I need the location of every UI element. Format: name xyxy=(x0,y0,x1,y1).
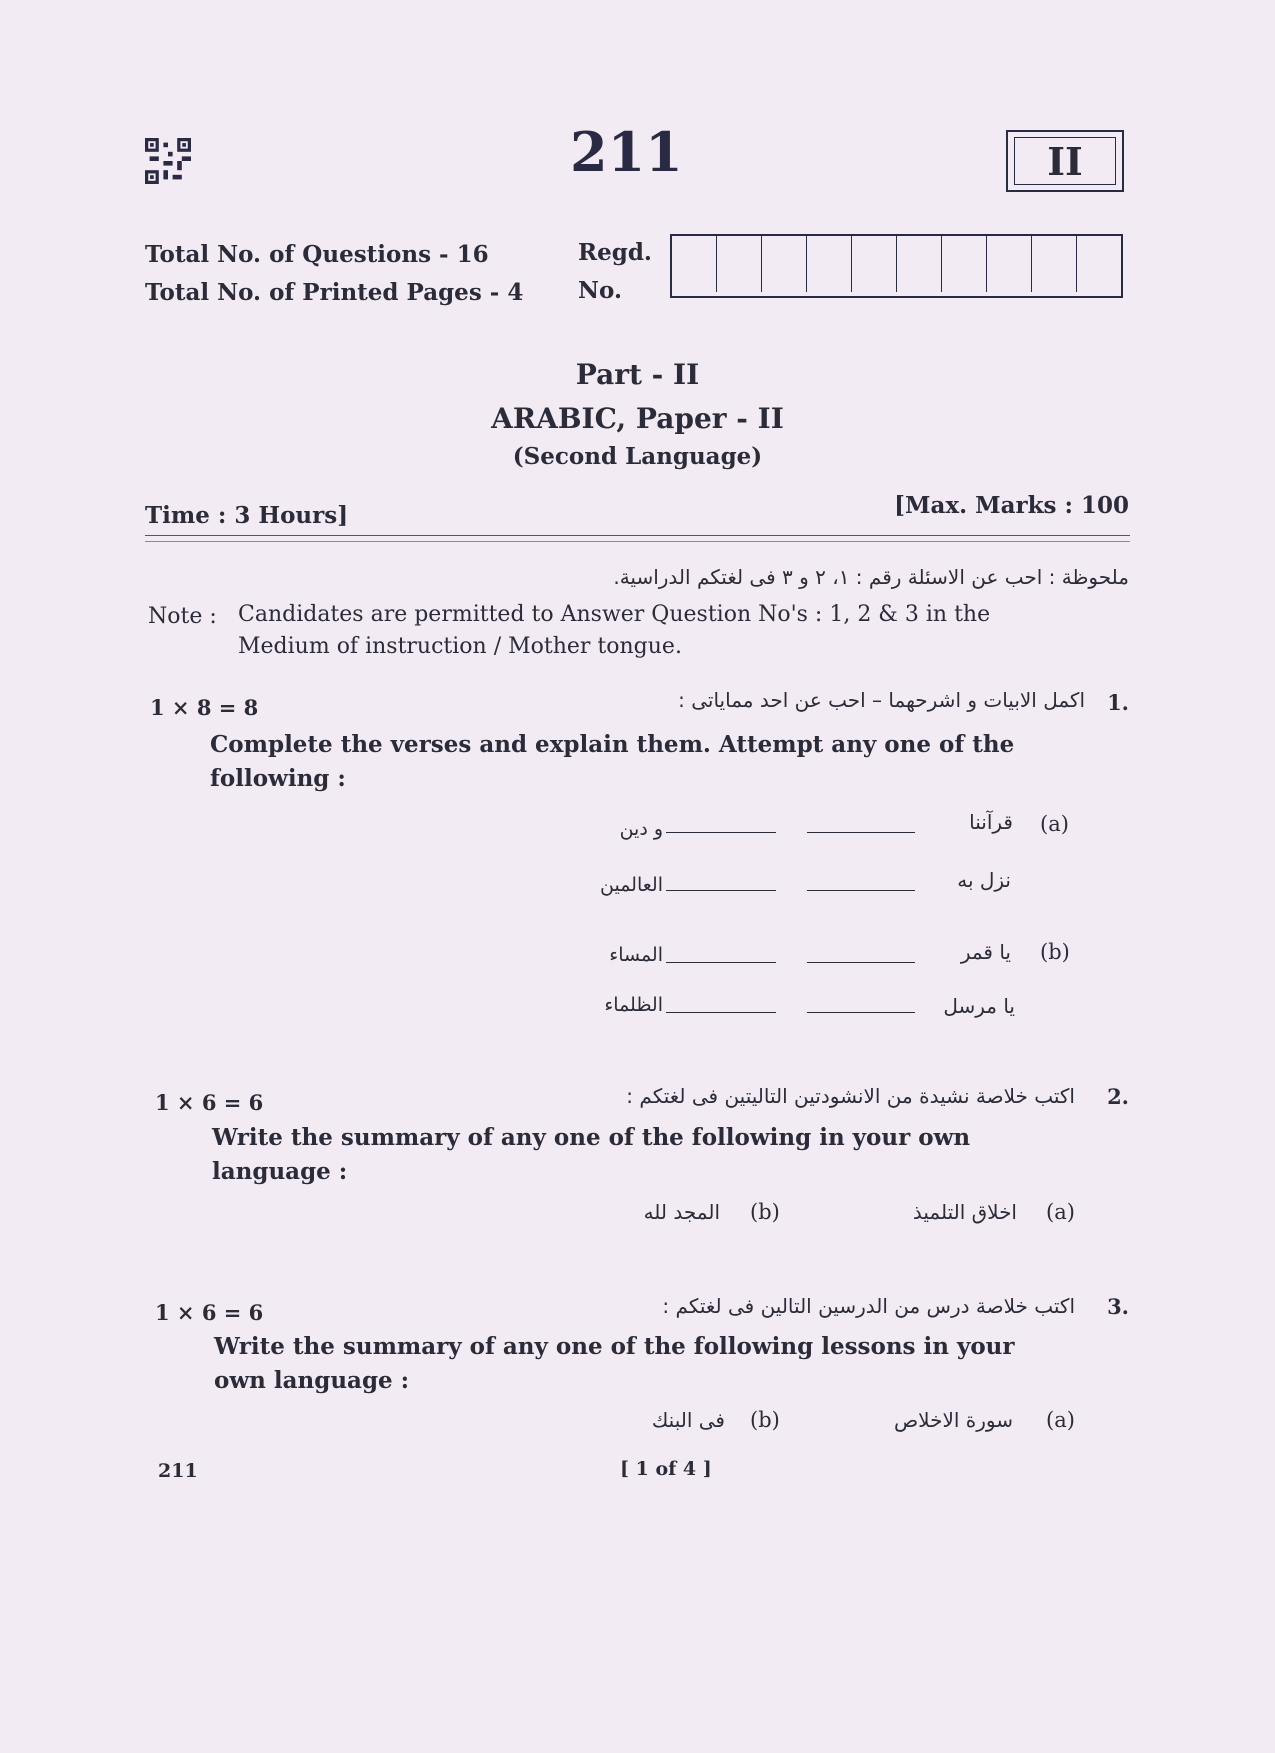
regd-digit-box[interactable] xyxy=(1077,236,1121,292)
regd-label: Regd. xyxy=(578,239,652,266)
regd-digit-box[interactable] xyxy=(897,236,942,292)
note-arabic: ملحوظة : احب عن الاسئلة رقم : ۱، ۲ و ۳ فی لغتكم الدراسية. xyxy=(613,565,1129,589)
q1-blank[interactable] xyxy=(666,818,776,833)
q1-verse-a1-start: قرآننا xyxy=(969,810,1013,834)
header-rule-2 xyxy=(145,541,1130,542)
q2-english-line1: Write the summary of any one of the following in your own xyxy=(212,1124,971,1151)
set-label: II xyxy=(1014,137,1116,185)
regd-digit-box[interactable] xyxy=(717,236,762,292)
footer-page-number: [ 1 of 4 ] xyxy=(620,1458,712,1480)
note-text-line2: Medium of instruction / Mother tongue. xyxy=(238,634,682,659)
q1-verse-b2-start: يا مرسل xyxy=(943,994,1015,1018)
subject-title: ARABIC, Paper - II xyxy=(491,402,784,435)
q1-verse-a1-end: و دين xyxy=(619,818,663,840)
q2-option-a-text: اخلاق التلميذ xyxy=(912,1200,1017,1224)
regd-digit-box[interactable] xyxy=(942,236,987,292)
q3-option-b-text: فى البنك xyxy=(651,1408,725,1432)
q1-verse-b1-start: يا قمر xyxy=(960,940,1011,964)
header-rule xyxy=(145,535,1130,536)
q3-marks: 1 × 6 = 6 xyxy=(155,1300,264,1325)
part-title: Part - II xyxy=(575,358,700,391)
q2-arabic: اكتب خلاصة نشيدة من الانشودتين التاليتين فى لغتكم : xyxy=(626,1084,1075,1108)
q3-english-line2: own language : xyxy=(214,1367,410,1394)
q3-option-a-label: (a) xyxy=(1046,1408,1075,1432)
q2-english-line2: language : xyxy=(212,1158,348,1185)
q1-blank[interactable] xyxy=(807,876,915,891)
q2-option-a-label: (a) xyxy=(1046,1200,1075,1224)
regd-digit-box[interactable] xyxy=(987,236,1032,292)
note-label: Note : xyxy=(148,604,217,629)
q1-option-b-label: (b) xyxy=(1040,940,1070,964)
q1-english-line1: Complete the verses and explain them. Attempt any one of the xyxy=(210,731,1015,758)
q1-blank[interactable] xyxy=(666,998,776,1013)
language-subtitle: (Second Language) xyxy=(512,443,763,470)
q1-verse-b2-end: الظلماء xyxy=(604,994,663,1016)
q1-english-line2: following : xyxy=(210,765,346,792)
max-marks: [Max. Marks : 100 xyxy=(894,492,1129,519)
time-allowed: Time : 3 Hours] xyxy=(145,502,349,529)
q1-number: 1. xyxy=(1107,690,1129,715)
q1-blank[interactable] xyxy=(666,948,776,963)
qr-code-icon xyxy=(145,138,191,184)
regd-digit-box[interactable] xyxy=(1032,236,1077,292)
regd-digit-box[interactable] xyxy=(672,236,717,292)
q3-option-b-label: (b) xyxy=(750,1408,780,1432)
q3-english-line1: Write the summary of any one of the following lessons in your xyxy=(214,1333,1015,1360)
q1-arabic: اكمل الابيات و اشرحهما – احب عن احد ممایاتی : xyxy=(678,688,1085,712)
q3-option-a-text: سورة الاخلاص xyxy=(893,1408,1013,1432)
total-pages: Total No. of Printed Pages - 4 xyxy=(145,279,524,306)
footer-code: 211 xyxy=(158,1460,198,1482)
paper-code: 211 xyxy=(570,120,683,184)
q2-option-b-label: (b) xyxy=(750,1200,780,1224)
regd-digit-box[interactable] xyxy=(852,236,897,292)
regd-digit-box[interactable] xyxy=(807,236,852,292)
q1-blank[interactable] xyxy=(807,948,915,963)
q1-blank[interactable] xyxy=(807,998,915,1013)
q3-arabic: اكتب خلاصة درس من الدرسين التالين فى لغتكم : xyxy=(662,1294,1075,1318)
q1-marks: 1 × 8 = 8 xyxy=(150,695,259,720)
q1-verse-a2-end: العالمين xyxy=(600,874,663,896)
regd-number-boxes[interactable] xyxy=(670,234,1123,298)
q1-blank[interactable] xyxy=(807,818,915,833)
total-questions: Total No. of Questions - 16 xyxy=(145,241,489,268)
regd-no-label: No. xyxy=(578,277,622,304)
note-text-line1: Candidates are permitted to Answer Question No's : 1, 2 & 3 in the xyxy=(238,602,991,627)
q3-number: 3. xyxy=(1107,1294,1129,1319)
q1-verse-a2-start: نزل به xyxy=(957,868,1011,892)
q1-verse-b1-end: المساء xyxy=(609,944,663,966)
set-box xyxy=(1006,130,1124,192)
q1-blank[interactable] xyxy=(666,876,776,891)
q2-marks: 1 × 6 = 6 xyxy=(155,1090,264,1115)
q2-option-b-text: المجد لله xyxy=(643,1200,720,1224)
q1-option-a-label: (a) xyxy=(1040,812,1069,836)
q2-number: 2. xyxy=(1107,1084,1129,1109)
regd-digit-box[interactable] xyxy=(762,236,807,292)
